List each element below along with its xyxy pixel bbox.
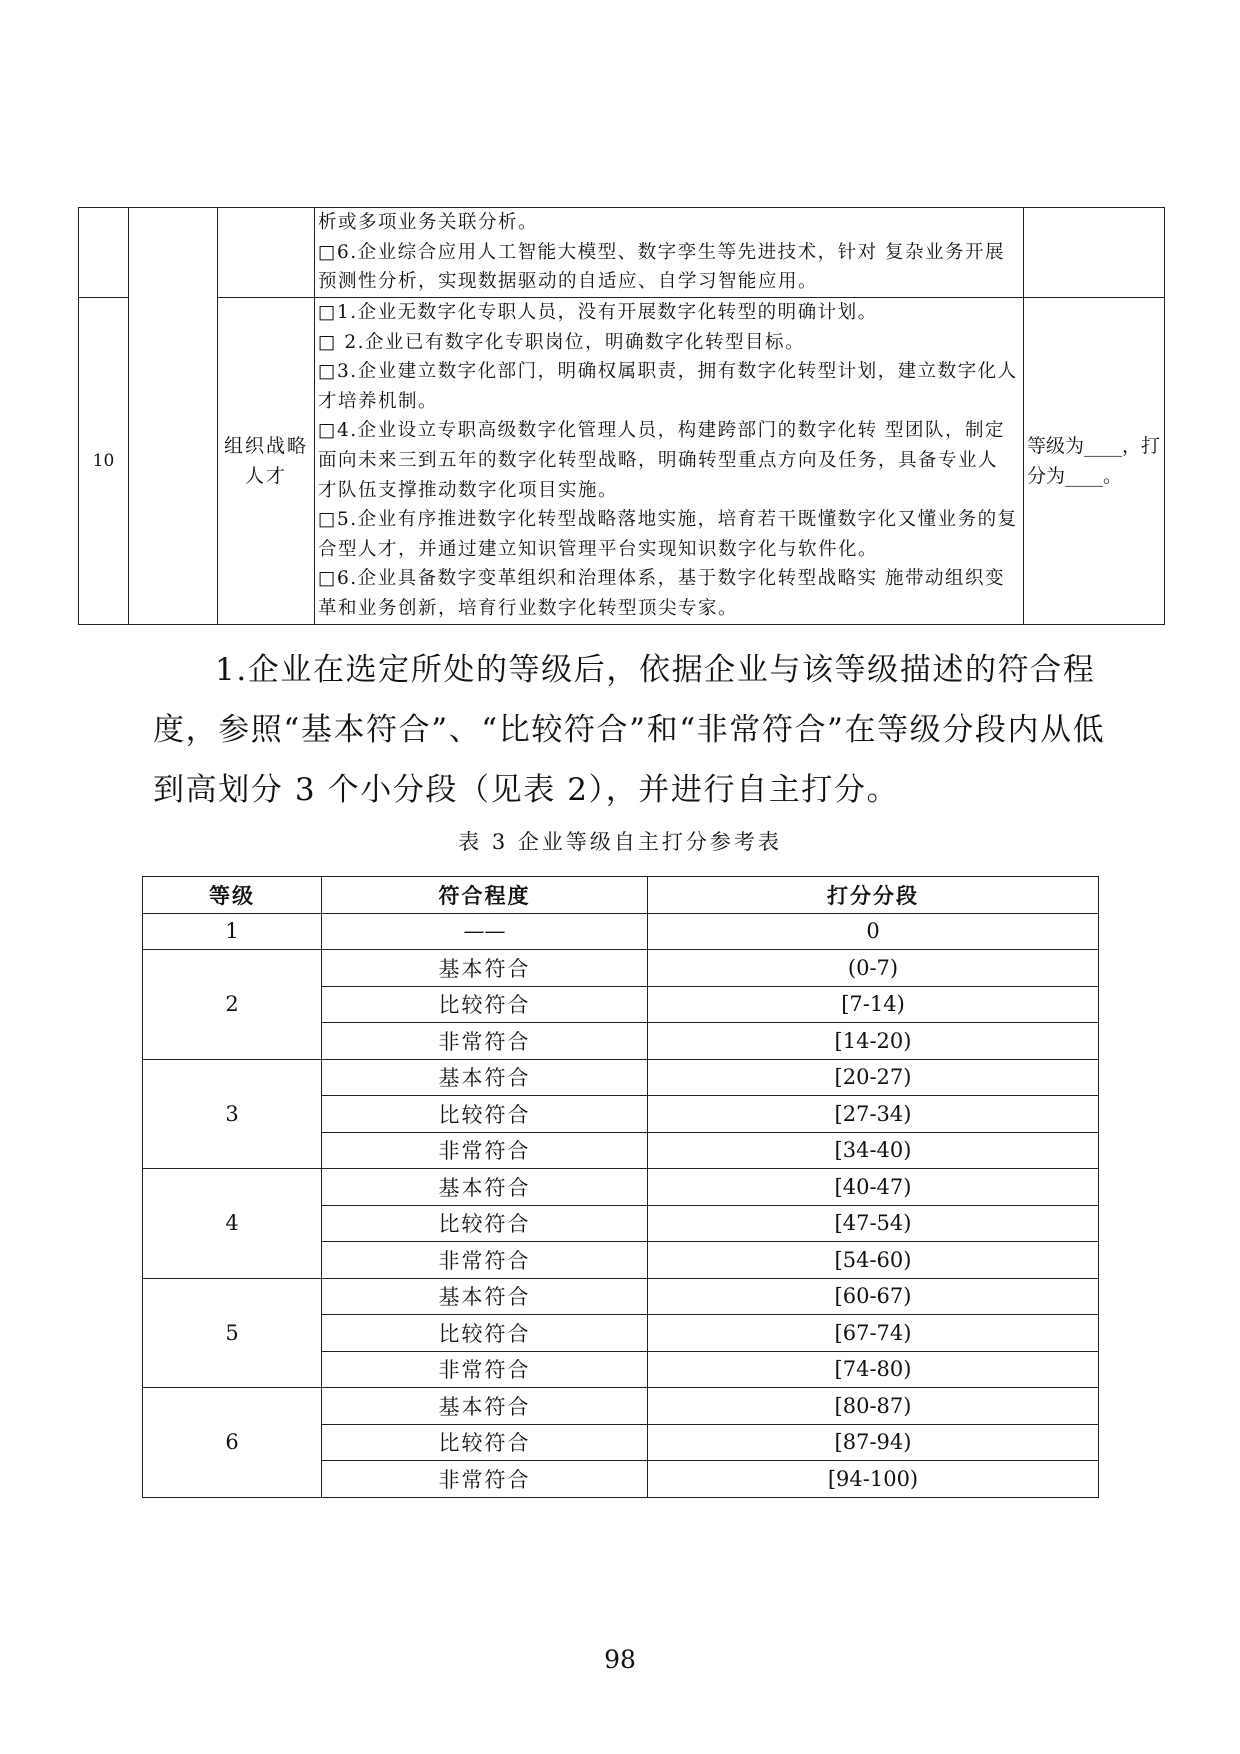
range-cell: 0 bbox=[648, 913, 1099, 950]
instruction-paragraph bbox=[153, 640, 1106, 820]
page-number: 98 bbox=[604, 1645, 636, 1674]
paragraph-line: 到高划分 3 个小分段（见表 2），并进行自主打分。 bbox=[153, 772, 900, 808]
level-cell: 1 bbox=[143, 913, 322, 950]
table-row bbox=[143, 1388, 1099, 1425]
match-cell: 非常符合 bbox=[322, 1132, 648, 1169]
paragraph-line: 度，参照“基本符合”、“比较符合”和“非常符合”在等级分段内从低 bbox=[153, 712, 1106, 748]
assessment-table bbox=[78, 207, 1165, 625]
sub-dimension-label-line1: 组织战略 bbox=[223, 434, 308, 457]
match-cell: —— bbox=[322, 913, 648, 950]
table-row bbox=[143, 950, 1099, 987]
level-description-cell bbox=[315, 208, 1024, 298]
row-number-cell bbox=[79, 208, 129, 298]
range-cell: [94-100) bbox=[648, 1461, 1099, 1498]
range-cell: [27-34) bbox=[648, 1096, 1099, 1133]
score-blank-line1: 等级为____，打 bbox=[1027, 434, 1161, 457]
match-cell: 基本符合 bbox=[322, 1059, 648, 1096]
description-line: □4.企业设立专职高级数字化管理人员，构建跨部门的数字化转 型团队，制定 bbox=[318, 420, 1006, 442]
range-cell: [67-74) bbox=[648, 1315, 1099, 1352]
match-cell: 基本符合 bbox=[322, 1388, 648, 1425]
match-cell: 比较符合 bbox=[322, 1096, 648, 1133]
score-cell bbox=[1024, 298, 1165, 625]
description-line: 预测性分析，实现数据驱动的自适应、自学习智能应用。 bbox=[318, 271, 819, 293]
description-line: 面向未来三到五年的数字化转型战略，明确转型重点方向及任务，具备专业人 bbox=[318, 449, 999, 471]
description-line: 才培养机制。 bbox=[318, 390, 439, 412]
range-cell: [54-60) bbox=[648, 1242, 1099, 1279]
range-cell: [14-20) bbox=[648, 1023, 1099, 1060]
score-blank-line2: 分为____。 bbox=[1027, 464, 1123, 487]
table-row bbox=[143, 1278, 1099, 1315]
match-cell: 非常符合 bbox=[322, 1242, 648, 1279]
table-row bbox=[79, 208, 1165, 298]
sub-dimension-label-line2: 人才 bbox=[244, 464, 287, 487]
level-description-cell bbox=[315, 298, 1024, 625]
table-caption: 表 3 企业等级自主打分参考表 bbox=[458, 830, 782, 854]
range-cell: [47-54) bbox=[648, 1205, 1099, 1242]
description-line: 析或多项业务关联分析。 bbox=[318, 212, 539, 234]
level-cell: 4 bbox=[143, 1169, 322, 1279]
match-cell: 非常符合 bbox=[322, 1023, 648, 1060]
table-row bbox=[143, 913, 1099, 950]
description-line: □6.企业综合应用人工智能大模型、数字孪生等先进技术，针对 复杂业务开展 bbox=[318, 241, 1006, 263]
match-cell: 比较符合 bbox=[322, 1424, 648, 1461]
match-cell: 基本符合 bbox=[322, 1278, 648, 1315]
match-cell: 非常符合 bbox=[322, 1351, 648, 1388]
sub-dimension-cell bbox=[218, 208, 315, 298]
header-level: 等级 bbox=[143, 877, 322, 914]
range-cell: [7-14) bbox=[648, 986, 1099, 1023]
match-cell: 非常符合 bbox=[322, 1461, 648, 1498]
description-line: 合型人才，并通过建立知识管理平台实现知识数字化与软件化。 bbox=[318, 538, 879, 560]
range-cell: [40-47) bbox=[648, 1169, 1099, 1206]
row-number-cell: 10 bbox=[79, 298, 129, 625]
range-cell: [74-80) bbox=[648, 1351, 1099, 1388]
match-cell: 比较符合 bbox=[322, 1205, 648, 1242]
sub-dimension-cell bbox=[218, 298, 315, 625]
range-cell: [80-87) bbox=[648, 1388, 1099, 1425]
range-cell: [34-40) bbox=[648, 1132, 1099, 1169]
dimension-cell bbox=[129, 208, 218, 625]
level-cell: 5 bbox=[143, 1278, 322, 1388]
description-line: □ 2.企业已有数字化专职岗位，明确数字化转型目标。 bbox=[318, 331, 806, 353]
match-cell: 比较符合 bbox=[322, 986, 648, 1023]
table-row bbox=[143, 1059, 1099, 1096]
description-line: 才队伍支撑推动数字化项目实施。 bbox=[318, 479, 619, 501]
score-cell bbox=[1024, 208, 1165, 298]
level-cell: 2 bbox=[143, 950, 322, 1060]
description-line: 革和业务创新，培育行业数字化转型顶尖专家。 bbox=[318, 597, 739, 619]
table-row bbox=[143, 1169, 1099, 1206]
description-line: □5.企业有序推进数字化转型战略落地实施，培育若干既懂数字化又懂业务的复 bbox=[318, 509, 1018, 531]
match-cell: 基本符合 bbox=[322, 1169, 648, 1206]
range-cell: [87-94) bbox=[648, 1424, 1099, 1461]
description-line: □6.企业具备数字变革组织和治理体系，基于数字化转型战略实 施带动组织变 bbox=[318, 568, 1006, 590]
table-header-row bbox=[143, 877, 1099, 914]
header-match-degree: 符合程度 bbox=[322, 877, 648, 914]
paragraph-line: 1.企业在选定所处的等级后，依据企业与该等级描述的符合程 bbox=[215, 652, 1096, 688]
match-cell: 基本符合 bbox=[322, 950, 648, 987]
description-line: □1.企业无数字化专职人员，没有开展数字化转型的明确计划。 bbox=[318, 302, 878, 323]
table-row bbox=[79, 298, 1165, 625]
header-score-range: 打分分段 bbox=[648, 877, 1099, 914]
level-cell: 6 bbox=[143, 1388, 322, 1498]
range-cell: [60-67) bbox=[648, 1278, 1099, 1315]
level-cell: 3 bbox=[143, 1059, 322, 1169]
match-cell: 比较符合 bbox=[322, 1315, 648, 1352]
range-cell: [20-27) bbox=[648, 1059, 1099, 1096]
range-cell: (0-7) bbox=[648, 950, 1099, 987]
score-reference-table bbox=[142, 876, 1099, 1498]
description-line: □3.企业建立数字化部门，明确权属职责，拥有数字化转型计划，建立数字化人 bbox=[318, 361, 1018, 383]
